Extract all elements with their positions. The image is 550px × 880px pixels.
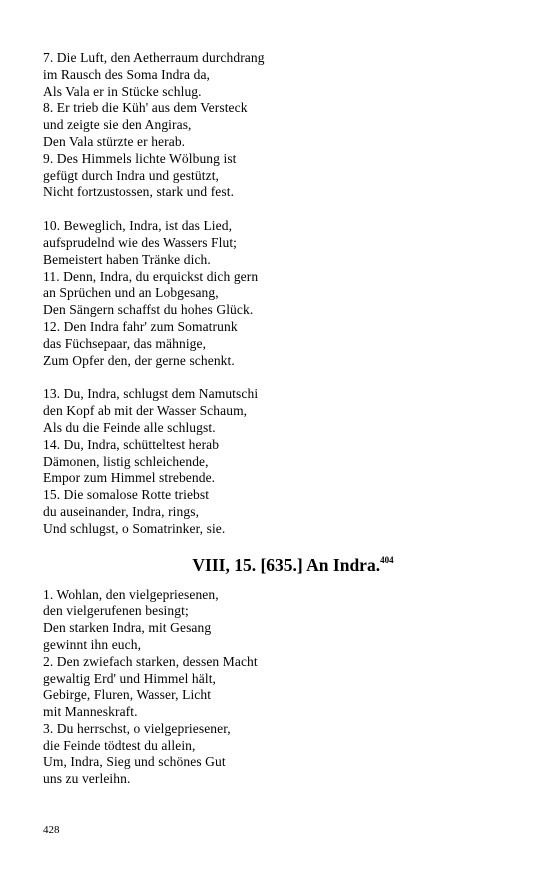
verse-line: Als du die Feinde alle schlugst. bbox=[43, 419, 216, 435]
stanza bbox=[43, 386, 513, 537]
verse-line: Den Sängern schaffst du hohes Glück. bbox=[43, 302, 254, 318]
verse-line: Dämonen, listig schleichende, bbox=[43, 453, 209, 469]
hymn-heading bbox=[43, 555, 513, 576]
verse-line: Gebirge, Fluren, Wasser, Licht bbox=[43, 687, 212, 703]
verse-line: 3. Du herrschst, o vielgepriesener, bbox=[43, 720, 231, 736]
verse-line: Zum Opfer den, der gerne schenkt. bbox=[43, 352, 235, 368]
verse-line: die Feinde tödtest du allein, bbox=[43, 737, 196, 753]
verse-line: im Rausch des Soma Indra da, bbox=[43, 66, 211, 82]
page-body bbox=[43, 50, 513, 805]
verse-line: 7. Die Luft, den Aetherraum durchdrang bbox=[43, 50, 265, 65]
verse-line: du auseinander, Indra, rings, bbox=[43, 503, 200, 519]
hymn-heading-text: VIII, 15. [635.] An Indra. bbox=[192, 554, 381, 575]
verse-line: Als Vala er in Stücke schlug. bbox=[43, 83, 202, 99]
verse-line: 1. Wohlan, den vielgepriesenen, bbox=[43, 586, 219, 602]
verse-line: 12. Den Indra fahr' zum Somatrunk bbox=[43, 318, 238, 334]
verse-line: Nicht fortzustossen, stark und fest. bbox=[43, 184, 235, 200]
verse-line: aufsprudelnd wie des Wassers Flut; bbox=[43, 234, 238, 250]
stanza bbox=[43, 587, 513, 789]
verse-line: den vielgerufenen besingt; bbox=[43, 603, 189, 619]
verse-line: Empor zum Himmel strebende. bbox=[43, 470, 216, 486]
verse-line: an Sprüchen und an Lobgesang, bbox=[43, 285, 219, 301]
verse-line: den Kopf ab mit der Wasser Schaum, bbox=[43, 403, 248, 419]
footnote-marker: 404 bbox=[380, 554, 394, 565]
stanza bbox=[43, 50, 513, 201]
verse-line: 14. Du, Indra, schütteltest herab bbox=[43, 436, 220, 452]
verse-line: 15. Die somalose Rotte triebst bbox=[43, 487, 210, 503]
verse-line: das Füchsepaar, das mähnige, bbox=[43, 335, 207, 351]
verse-line: mit Manneskraft. bbox=[43, 704, 138, 720]
verse-line: 10. Beweglich, Indra, ist das Lied, bbox=[43, 218, 233, 234]
verse-line: gewinnt ihn euch, bbox=[43, 636, 142, 652]
stanza bbox=[43, 218, 513, 369]
verse-line: Um, Indra, Sieg und schönes Gut bbox=[43, 754, 226, 770]
stanzas-before-heading bbox=[43, 50, 513, 538]
verse-line: 8. Er trieb die Küh' aus dem Versteck bbox=[43, 100, 248, 116]
verse-line: uns zu verleihn. bbox=[43, 771, 131, 787]
verse-line: 2. Den zwiefach starken, dessen Macht bbox=[43, 653, 258, 669]
verse-line: Und schlugst, o Somatrinker, sie. bbox=[43, 520, 226, 536]
verse-line: Den starken Indra, mit Gesang bbox=[43, 620, 212, 636]
verse-line: 13. Du, Indra, schlugst dem Namutschi bbox=[43, 386, 259, 402]
verse-line: und zeigte sie den Angiras, bbox=[43, 117, 192, 133]
verse-line: gewaltig Erd' und Himmel hält, bbox=[43, 670, 217, 686]
verse-line: 11. Denn, Indra, du erquickst dich gern bbox=[43, 268, 259, 284]
stanzas-after-heading bbox=[43, 587, 513, 789]
verse-line: Bemeistert haben Tränke dich. bbox=[43, 251, 211, 267]
verse-line: Den Vala stürzte er herab. bbox=[43, 133, 186, 149]
verse-line: 9. Des Himmels lichte Wölbung ist bbox=[43, 150, 237, 166]
verse-line: gefügt durch Indra und gestützt, bbox=[43, 167, 220, 183]
page-number: 428 bbox=[43, 824, 60, 836]
